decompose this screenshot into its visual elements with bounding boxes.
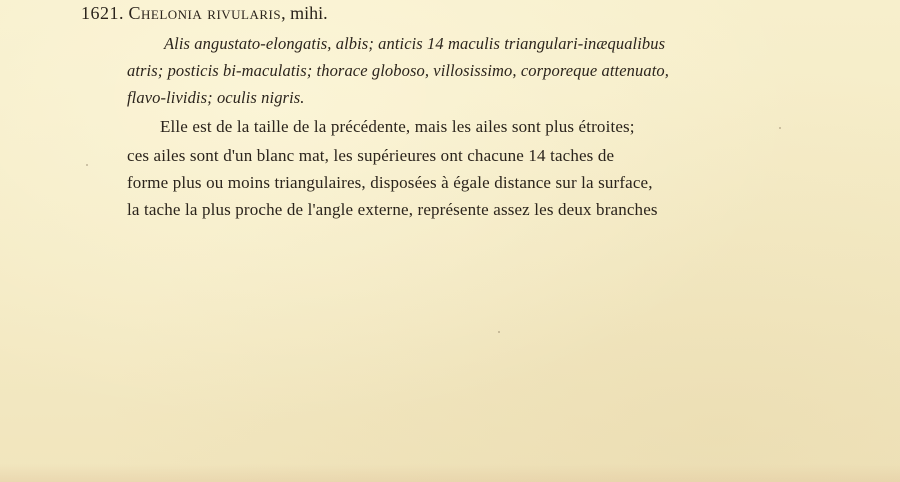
- species-author: , mihi.: [281, 3, 328, 23]
- species-heading: [81, 3, 328, 23]
- species-name: Chelonia rivularis: [128, 3, 282, 23]
- species-number: 1621.: [81, 3, 124, 23]
- page-bottom-edge: [0, 464, 900, 482]
- latin-description-line-1: Alis angustato-elongatis, albis; anticis 14 maculis triangulari-inæqualibus: [164, 34, 666, 53]
- french-description-line-2: ces ailes sont d'un blanc mat, les supérieures ont chacune 14 taches de: [127, 146, 615, 165]
- bleed-through-text: [600, 12, 605, 33]
- paper-speck: [779, 127, 781, 129]
- paper-speck: [498, 331, 500, 333]
- french-description-line-3: forme plus ou moins triangulaires, disposées à égale distance sur la surface,: [127, 173, 653, 192]
- french-description-line-4: la tache la plus proche de l'angle externe, représente assez les deux branches: [127, 200, 658, 219]
- latin-description-line-2: atris; posticis bi-maculatis; thorace globoso, villosissimo, corporeque attenuato,: [127, 61, 669, 80]
- paper-speck: [86, 164, 88, 166]
- french-description-line-1: Elle est de la taille de la précédente, mais les ailes sont plus étroites;: [160, 117, 635, 136]
- latin-description-line-3: flavo-lividis; oculis nigris.: [127, 88, 305, 107]
